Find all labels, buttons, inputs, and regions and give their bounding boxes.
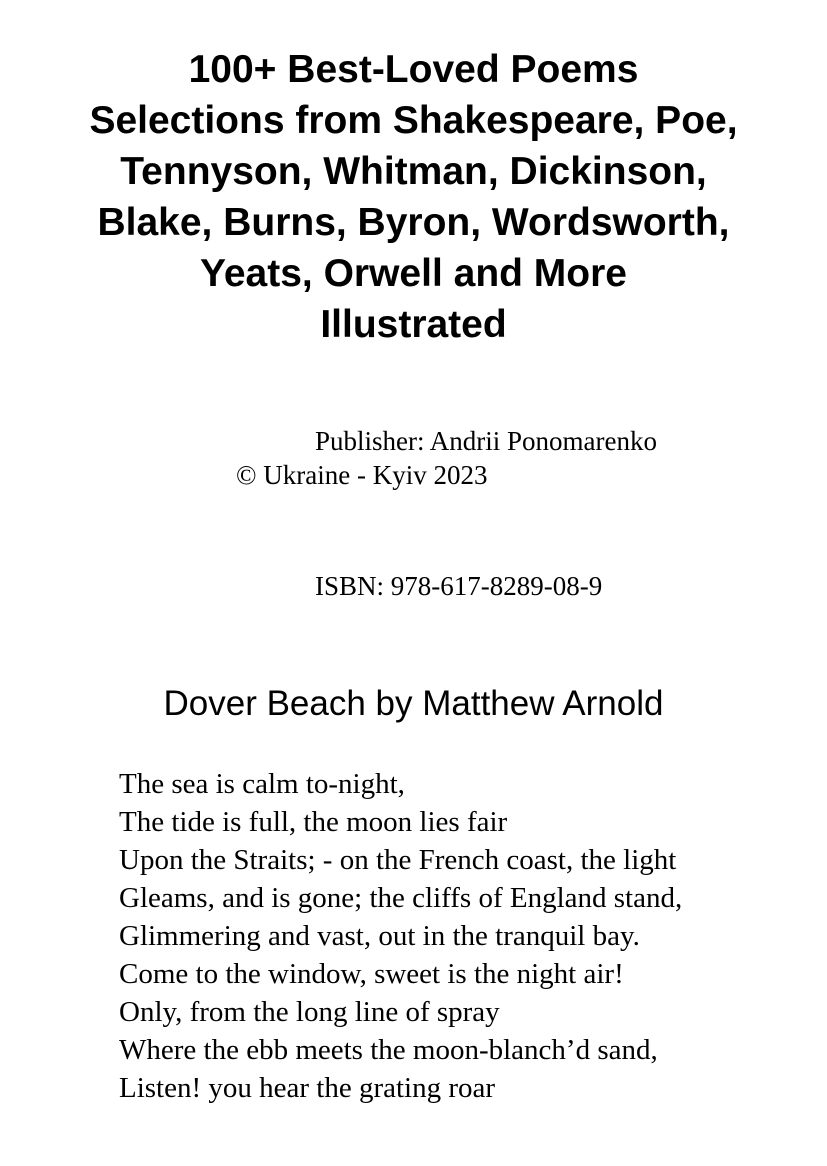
poem-line: The sea is calm to-night,	[119, 768, 405, 800]
publisher-line: Publisher: Andrii Ponomarenko	[315, 426, 657, 456]
poem-line: Upon the Straits; - on the French coast, the light	[119, 844, 677, 876]
book-title-line: Yeats, Orwell and More	[200, 252, 627, 295]
poem-line: Listen! you hear the grating roar	[119, 1072, 496, 1104]
book-title-line: Tennyson, Whitman, Dickinson,	[120, 150, 707, 193]
poem-body	[119, 765, 682, 1107]
poem-line: Glimmering and vast, out in the tranquil bay.	[119, 920, 640, 952]
poem-line: The tide is full, the moon lies fair	[119, 806, 508, 838]
book-title-line: 100+ Best-Loved Poems	[188, 48, 639, 91]
book-title-line: Blake, Burns, Byron, Wordsworth,	[97, 201, 730, 244]
book-title-line: Selections from Shakespeare, Poe,	[89, 99, 738, 142]
book-title	[0, 44, 827, 350]
isbn-line: ISBN: 978-617-8289-08-9	[315, 571, 603, 601]
poem-line: Only, from the long line of spray	[119, 996, 500, 1028]
poem-heading: Dover Beach by Matthew Arnold	[163, 684, 664, 723]
poem-line: Come to the window, sweet is the night air!	[119, 958, 624, 990]
poem-line: Gleams, and is gone; the cliffs of England stand,	[119, 882, 683, 914]
copyright-line: © Ukraine - Kyiv 2023	[236, 460, 488, 490]
poem-line: Where the ebb meets the moon-blanch’d sand,	[119, 1034, 658, 1066]
book-title-line: Illustrated	[320, 303, 507, 346]
